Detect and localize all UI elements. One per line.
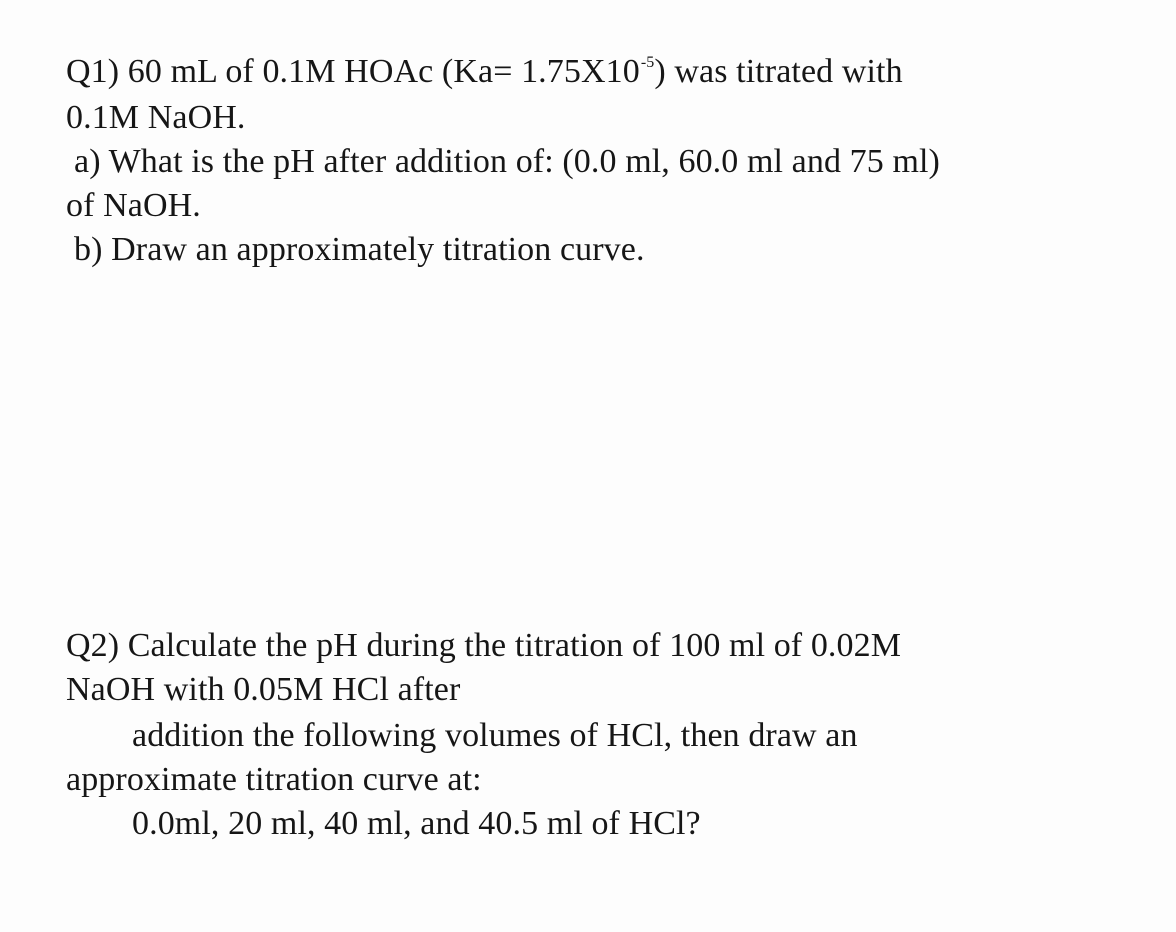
question-1-text-start: Q1) 60 mL of 0.1M HOAc (Ka= 1.75X10 (66, 53, 640, 90)
question-1-part-a: a) What is the pH after addition of: (0.0 ml, 60.0 ml and 75 ml) (74, 143, 940, 180)
question-2-line-4: approximate titration curve at: (66, 761, 482, 798)
question-1-part-b: b) Draw an approximately titration curve. (74, 231, 645, 268)
question-2-line-2: NaOH with 0.05M HCl after (66, 671, 461, 708)
ka-exponent: -5 (640, 54, 655, 71)
question-1-line-1 (66, 52, 903, 98)
question-2-volumes: 0.0ml, 20 ml, 40 ml, and 40.5 ml of HCl? (132, 805, 701, 842)
question-1-part-a-continued: of NaOH. (66, 187, 201, 224)
question-2-line-1: Q2) Calculate the pH during the titration of 100 ml of 0.02M (66, 627, 902, 664)
question-1-text-end: ) was titrated with (654, 53, 903, 90)
question-1-line-2: 0.1M NaOH. (66, 99, 246, 136)
question-2-line-3: addition the following volumes of HCl, then draw an (132, 717, 858, 754)
